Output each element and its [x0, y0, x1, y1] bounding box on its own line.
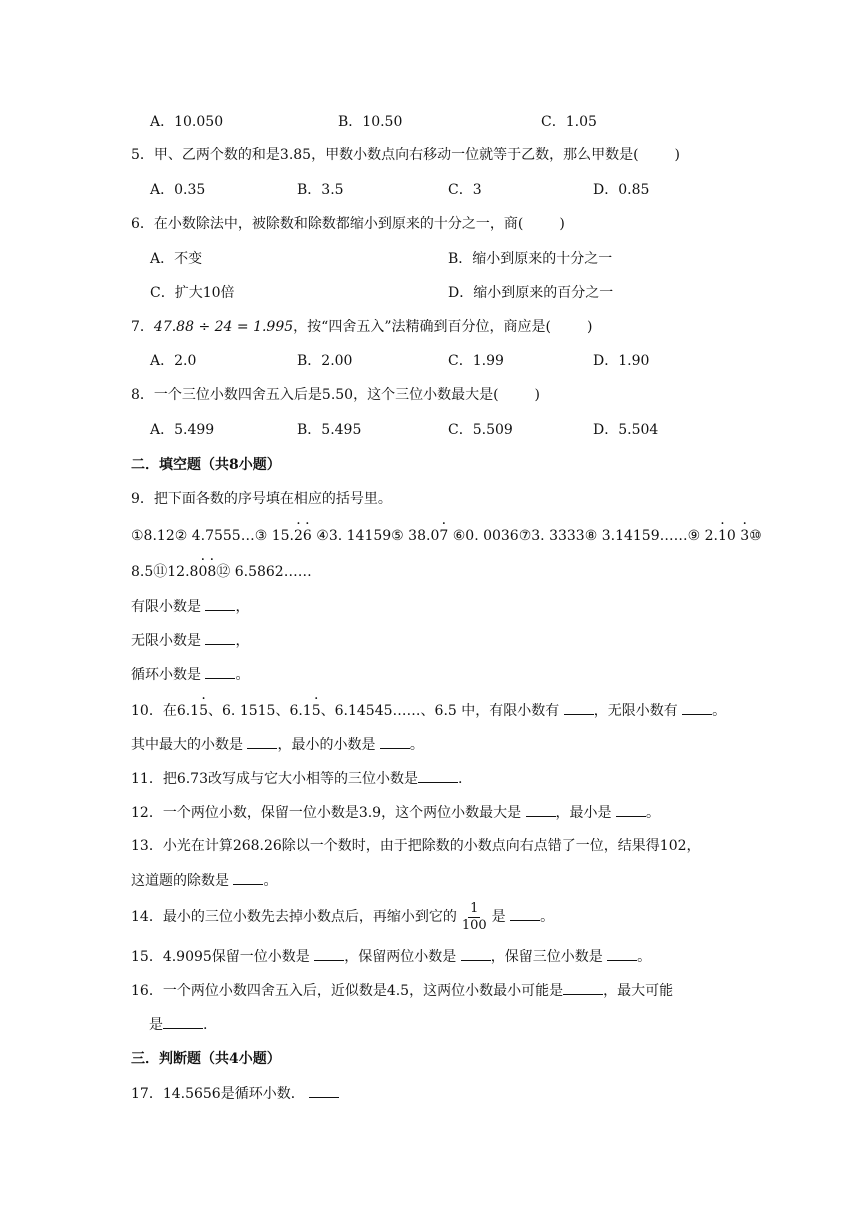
q13-blank[interactable] — [233, 870, 263, 885]
q15-seg-a: 15．4.9095保留一位小数是 — [131, 949, 310, 965]
q10-question-line2 — [131, 734, 424, 755]
q5-option-b: B．3.5 — [297, 182, 344, 198]
q10-l2-seg-c: 。 — [409, 737, 424, 753]
q4-option-a: A．10.050 — [150, 114, 224, 130]
q9-l2-dot-digit-1: · 0 — [198, 562, 207, 582]
q10-seg-d: ，无限小数有 — [593, 703, 678, 719]
q13-line2-text: 这道题的除数是 — [131, 873, 229, 889]
q9-repeating-line — [131, 664, 249, 685]
q12-max-blank[interactable] — [526, 802, 556, 817]
q9-l2-seg-a: 8.5⑪12.8 — [131, 564, 199, 580]
q7-number: 7． — [131, 319, 154, 335]
q6-option-b: B．缩小到原来的十分之一 — [448, 251, 613, 267]
q7-text: ，按“四舍五入”法精确到百分位，商应是( — [293, 319, 551, 335]
q8-option-a: A．5.499 — [150, 422, 215, 438]
q9-finite-comma: ， — [235, 599, 250, 615]
q15-end: 。 — [637, 949, 652, 965]
q10-seg-b: 、6. 1515、6.1 — [208, 703, 312, 719]
q9-l1-seg-c: ⑥0. 0036⑦3. 3333⑧ 3.14159……⑨ 2. — [448, 528, 718, 544]
q16-line1-b: ，最大可能 — [603, 983, 674, 999]
q12-min-blank[interactable] — [616, 802, 646, 817]
q5-option-a: A．0.35 — [150, 182, 206, 198]
q9-l1-seg-a: ①8.12② 4.7555…③ 15. — [131, 528, 294, 544]
q9-infinite-comma: ， — [235, 633, 250, 649]
q15-three-place-blank[interactable] — [607, 946, 637, 961]
q16-line2-text: 是 — [149, 1017, 163, 1033]
q9-question: 9．把下面各数的序号填在相应的括号里。 — [131, 491, 392, 507]
q15-seg-c: ，保留三位小数是 — [490, 949, 603, 965]
q5-question — [131, 145, 680, 165]
q15-seg-b: ，保留两位小数是 — [344, 949, 457, 965]
q9-number-list-line2 — [131, 562, 312, 582]
q5-text: 5．甲、乙两个数的和是3.85，甲数小数点向右移动一位就等于乙数，那么甲数是( — [131, 147, 639, 163]
q9-l1-seg-f: ⑩ — [749, 528, 762, 544]
q14-fraction — [460, 901, 489, 934]
q9-finite-blank[interactable] — [205, 596, 235, 611]
q15-question — [131, 946, 651, 967]
q10-dot-digit-2: · 5 — [312, 701, 321, 721]
q6-close: ) — [559, 216, 565, 232]
q6-text: 6．在小数除法中，被除数和除数都缩小到原来的十分之一，商( — [131, 216, 524, 232]
q10-question-line1 — [131, 700, 726, 721]
q14-fraction-denominator: 100 — [461, 917, 487, 933]
q5-close: ) — [674, 147, 681, 163]
q9-l1-seg-e: 0 — [726, 528, 741, 544]
q6-option-d: D．缩小到原来的百分之一 — [448, 285, 614, 301]
q9-infinite-line — [131, 630, 249, 651]
q16-min-blank[interactable] — [563, 980, 603, 995]
q8-close: ) — [534, 387, 541, 403]
q12-question — [131, 802, 660, 823]
q12-text: 12．一个两位小数，保留一位小数是3.9，这个两位小数最大是 — [131, 805, 522, 821]
q10-l2-seg-a: 其中最大的小数是 — [131, 737, 243, 753]
q9-l1-dot-digit-3: · 7 — [439, 526, 448, 546]
q11-blank[interactable] — [418, 768, 458, 783]
q9-l1-seg-b: ④3. 14159⑤ 38.0 — [311, 528, 440, 544]
q8-option-d: D．5.504 — [593, 422, 659, 438]
q17-blank[interactable] — [309, 1083, 339, 1098]
q15-one-place-blank[interactable] — [314, 946, 344, 961]
q16-line1-text: 16．一个两位小数四舍五入后，近似数是4.5，这两位小数最小可能是 — [131, 983, 564, 999]
q7-close: ) — [586, 319, 593, 335]
q13-end: 。 — [263, 873, 278, 889]
q9-l1-dot-digit-4: · 1 — [718, 526, 727, 546]
q9-l1-dot-digit-2: · 6 — [303, 526, 312, 546]
q9-l2-seg-b: ⑫ 6.5862…… — [216, 564, 312, 580]
q10-seg-e: 。 — [712, 703, 727, 719]
q8-option-b: B．5.495 — [297, 422, 362, 438]
q16-end: . — [203, 1017, 208, 1033]
q9-infinite-blank[interactable] — [205, 630, 235, 645]
q9-repeating-period: 。 — [235, 667, 250, 683]
q10-l2-seg-b: ，最小的小数是 — [277, 737, 376, 753]
q12-mid: ，最小是 — [555, 805, 612, 821]
q6-option-a: A．不变 — [150, 251, 203, 267]
q8-option-c: C．5.509 — [448, 422, 513, 438]
q13-question-line1: 13．小光在计算268.26除以一个数时，由于把除数的小数点向右点错了一位，结果得102， — [131, 838, 701, 854]
q5-option-c: C．3 — [448, 182, 482, 198]
q14-blank[interactable] — [510, 906, 540, 921]
q4-option-b: B．10.50 — [338, 114, 403, 130]
q12-end: 。 — [645, 805, 660, 821]
q16-question-line2 — [149, 1014, 207, 1035]
q14-mid: 是 — [491, 909, 506, 925]
q10-infinite-blank[interactable] — [682, 700, 712, 715]
q16-question-line1 — [131, 980, 673, 1001]
q9-l1-dot-digit-5: · 3 — [740, 526, 749, 546]
q4-option-c: C．1.05 — [541, 114, 597, 130]
q10-finite-blank[interactable] — [564, 700, 594, 715]
q7-expression: 47.88 ÷ 24 = 1.995 — [153, 319, 294, 335]
q6-option-c: C．扩大10倍 — [150, 285, 235, 301]
q9-finite-label: 有限小数是 — [131, 599, 201, 615]
q11-end: . — [458, 771, 463, 787]
q10-seg-c: 、6.14545……、6.5 中，有限小数有 — [320, 703, 560, 719]
q13-question-line2 — [131, 870, 277, 891]
q11-text: 11．把6.73改写成与它大小相等的三位小数是 — [131, 771, 418, 787]
q9-repeating-blank[interactable] — [205, 664, 235, 679]
q9-l1-dot-digit-1: · 2 — [294, 526, 303, 546]
q6-question — [131, 214, 565, 234]
section-2-heading: 二．填空题（共8小题） — [131, 457, 281, 473]
q16-max-blank[interactable] — [163, 1014, 203, 1029]
q10-dot-digit-1: · 5 — [199, 701, 208, 721]
q10-seg-a: 10．在6.1 — [131, 703, 200, 719]
section-3-heading: 三．判断题（共4小题） — [131, 1051, 281, 1067]
q11-question — [131, 768, 462, 789]
q14-question — [131, 900, 554, 934]
q14-end: 。 — [540, 909, 555, 925]
q7-option-b: B．2.00 — [297, 353, 353, 369]
q9-infinite-label: 无限小数是 — [131, 633, 201, 649]
q7-option-d: D．1.90 — [593, 353, 650, 369]
q7-option-c: C．1.99 — [448, 353, 504, 369]
q9-number-list-line1 — [131, 526, 762, 546]
q15-two-place-blank[interactable] — [461, 946, 491, 961]
q5-option-d: D．0.85 — [593, 182, 650, 198]
q9-l2-dot-digit-2: · 8 — [207, 562, 216, 582]
q7-question — [131, 317, 592, 337]
q8-question — [131, 385, 540, 405]
q9-repeating-label: 循环小数是 — [131, 667, 201, 683]
q7-option-a: A．2.0 — [150, 353, 197, 369]
q17-question — [131, 1083, 339, 1104]
q14-fraction-numerator: 1 — [470, 900, 479, 916]
q10-max-blank[interactable] — [247, 734, 277, 749]
q17-text: 17．14.5656是循环小数． — [131, 1086, 305, 1102]
q14-text: 14．最小的三位小数先去掉小数点后，再缩小到它的 — [131, 909, 457, 925]
q8-text: 8．一个三位小数四舍五入后是5.50，这个三位小数最大是( — [131, 387, 499, 403]
q10-min-blank[interactable] — [380, 734, 410, 749]
q9-finite-line — [131, 596, 249, 617]
